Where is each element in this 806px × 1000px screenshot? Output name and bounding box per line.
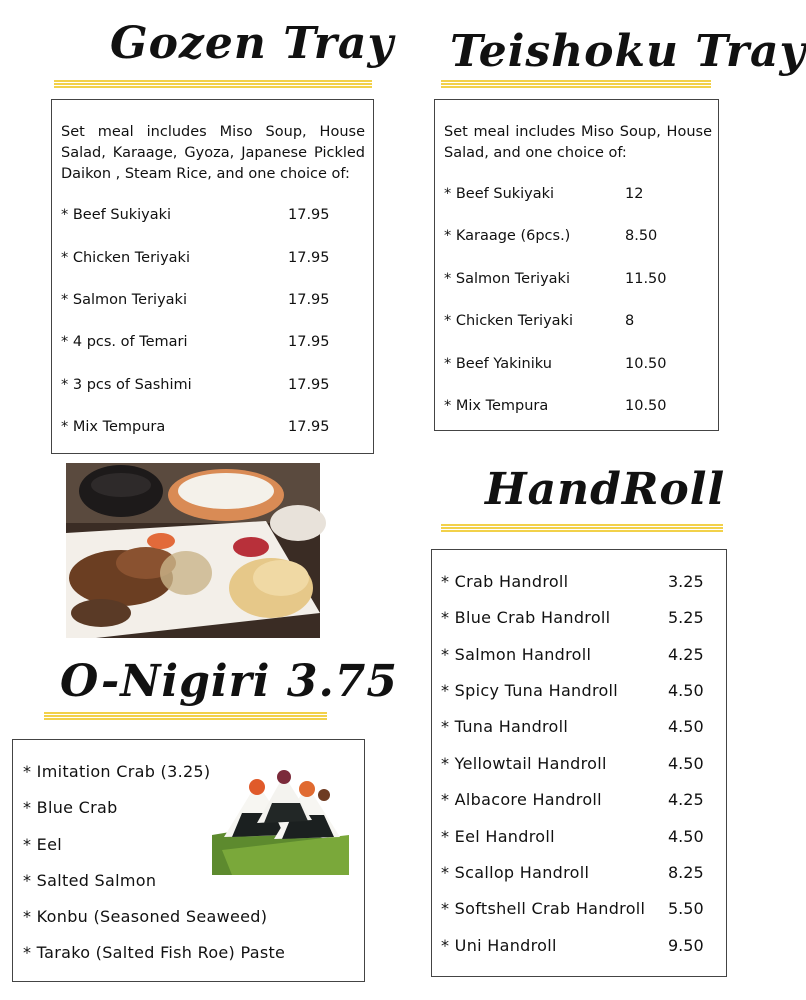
- meal-tray-photo: [66, 463, 320, 638]
- onigiri-item: * Salted Salmon: [23, 871, 157, 890]
- gozen-item-price: 17.95: [288, 419, 330, 435]
- onigiri-photo: [212, 765, 349, 875]
- gozen-item-name: * Mix Tempura: [61, 419, 166, 435]
- gozen-menu-box: [51, 99, 374, 454]
- handroll-menu-box: [431, 549, 727, 977]
- teishoku-item-name: * Chicken Teriyaki: [444, 313, 573, 329]
- teishoku-item-name: * Beef Yakiniku: [444, 356, 552, 372]
- teishoku-item-price: 10.50: [625, 356, 667, 372]
- onigiri-item: * Eel: [23, 835, 62, 854]
- gozen-title-rule: [54, 80, 372, 89]
- gozen-item-name: * Salmon Teriyaki: [61, 292, 187, 308]
- onigiri-title-rule: [44, 712, 327, 721]
- teishoku-item-name: * Salmon Teriyaki: [444, 271, 570, 287]
- gozen-item-price: 17.95: [288, 292, 330, 308]
- teishoku-item-price: 12: [625, 186, 644, 202]
- handroll-item-name: * Softshell Crab Handroll: [441, 899, 646, 918]
- gozen-title: Gozen Tray: [110, 18, 395, 69]
- gozen-intro: Set meal includes Miso Soup, House Salad, Karaage, Gyoza, Japanese Pickled Daikon , Steam Rice, and one choice of:: [61, 124, 365, 182]
- gozen-item-price: 17.95: [288, 377, 330, 393]
- handroll-item-name: * Tuna Handroll: [441, 717, 569, 736]
- handroll-item-name: * Scallop Handroll: [441, 863, 590, 882]
- onigiri-item: * Tarako (Salted Fish Roe) Paste: [23, 943, 286, 962]
- handroll-item-name: * Uni Handroll: [441, 936, 557, 955]
- onigiri-item: * Imitation Crab (3.25): [23, 762, 211, 781]
- handroll-item-price: 4.50: [668, 754, 704, 773]
- gozen-item-name: * Chicken Teriyaki: [61, 250, 190, 266]
- teishoku-title: Teishoku Tray: [450, 26, 806, 77]
- gozen-item-name: * 3 pcs of Sashimi: [61, 377, 192, 393]
- handroll-item-price: 4.50: [668, 681, 704, 700]
- handroll-item-price: 4.50: [668, 717, 704, 736]
- handroll-item-price: 5.25: [668, 608, 704, 627]
- handroll-item-price: 8.25: [668, 863, 704, 882]
- gozen-item-name: * 4 pcs. of Temari: [61, 334, 188, 350]
- gozen-item-name: * Beef Sukiyaki: [61, 207, 172, 223]
- onigiri-item: * Konbu (Seasoned Seaweed): [23, 907, 268, 926]
- handroll-title-rule: [441, 524, 723, 533]
- onigiri-item: * Blue Crab: [23, 798, 118, 817]
- handroll-item-name: * Eel Handroll: [441, 827, 555, 846]
- handroll-item-price: 4.25: [668, 790, 704, 809]
- handroll-item-price: 9.50: [668, 936, 704, 955]
- handroll-item-name: * Crab Handroll: [441, 572, 569, 591]
- teishoku-item-name: * Beef Sukiyaki: [444, 186, 555, 202]
- handroll-title: HandRoll: [485, 464, 726, 515]
- teishoku-intro: Set meal includes Miso Soup, House Salad, and one choice of:: [444, 124, 712, 161]
- gozen-item-price: 17.95: [288, 334, 330, 350]
- handroll-item-name: * Albacore Handroll: [441, 790, 602, 809]
- handroll-item-price: 5.50: [668, 899, 704, 918]
- handroll-item-price: 3.25: [668, 572, 704, 591]
- teishoku-item-price: 8: [625, 313, 635, 329]
- gozen-item-price: 17.95: [288, 250, 330, 266]
- handroll-item-name: * Spicy Tuna Handroll: [441, 681, 619, 700]
- handroll-item-name: * Yellowtail Handroll: [441, 754, 607, 773]
- teishoku-item-name: * Mix Tempura: [444, 398, 549, 414]
- handroll-item-name: * Blue Crab Handroll: [441, 608, 611, 627]
- handroll-item-price: 4.25: [668, 645, 704, 664]
- teishoku-item-name: * Karaage (6pcs.): [444, 228, 571, 244]
- onigiri-title: O-Nigiri 3.75: [60, 656, 398, 707]
- teishoku-menu-box: [434, 99, 719, 431]
- teishoku-item-price: 8.50: [625, 228, 658, 244]
- teishoku-title-rule: [441, 80, 711, 89]
- gozen-item-price: 17.95: [288, 207, 330, 223]
- handroll-item-name: * Salmon Handroll: [441, 645, 592, 664]
- teishoku-item-price: 11.50: [625, 271, 667, 287]
- teishoku-item-price: 10.50: [625, 398, 667, 414]
- handroll-item-price: 4.50: [668, 827, 704, 846]
